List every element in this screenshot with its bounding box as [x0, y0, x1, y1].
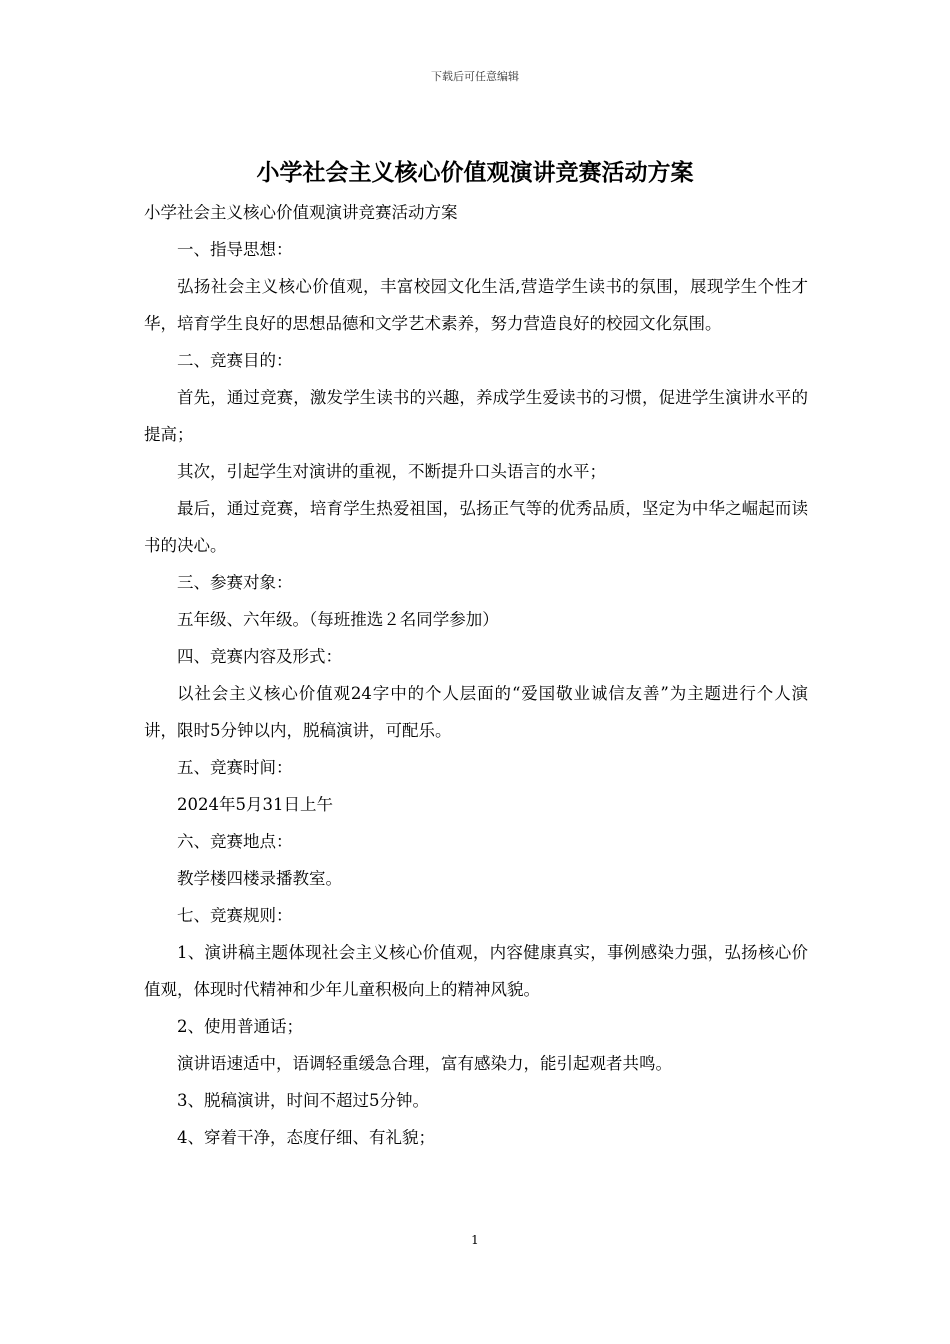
- paragraph-rule-2: 2、使用普通话；: [177, 1017, 303, 1036]
- paragraph-purpose-last: 最后，通过竞赛，培育学生热爱祖国，弘扬正气等的优秀品质，坚定为中华之崛起而读书的决心。: [144, 499, 808, 555]
- section-heading-content-format: 四、竞赛内容及形式：: [177, 647, 342, 666]
- page-number: 1: [471, 1233, 479, 1247]
- paragraph-rule-2-detail: 演讲语速适中，语调轻重缓急合理，富有感染力，能引起观者共鸣。: [177, 1054, 672, 1073]
- paragraph-participants: 五年级、六年级。（每班推选２名同学参加）: [177, 610, 499, 629]
- paragraph-content-format: 以社会主义核心价值观24字中的个人层面的“爱国敬业诚信友善”为主题进行个人演讲，限时5分钟以内，脱稿演讲，可配乐。: [144, 684, 808, 740]
- paragraph-purpose-second: 其次，引起学生对演讲的重视，不断提升口头语言的水平；: [177, 462, 606, 481]
- paragraph-guiding-ideology: 弘扬社会主义核心价值观，丰富校园文化生活,营造学生读书的氛围，展现学生个性才华，培育学生良好的思想品德和文学艺术素养，努力营造良好的校园文化氛围。: [144, 277, 808, 333]
- section-heading-purpose: 二、竞赛目的：: [177, 351, 293, 370]
- paragraph-rule-1: 1、演讲稿主题体现社会主义核心价值观，内容健康真实，事例感染力强，弘扬核心价值观，体现时代精神和少年儿童积极向上的精神风貌。: [144, 943, 808, 999]
- header-note: 下载后可任意编辑: [431, 70, 519, 83]
- section-heading-guiding-ideology: 一、指导思想：: [177, 240, 293, 259]
- section-heading-rules: 七、竞赛规则：: [177, 906, 293, 925]
- paragraph-rule-3: 3、脱稿演讲，时间不超过5分钟。: [177, 1091, 429, 1110]
- section-heading-location: 六、竞赛地点：: [177, 832, 293, 851]
- paragraph-purpose-first: 首先，通过竞赛，激发学生读书的兴趣，养成学生爱读书的习惯，促进学生演讲水平的提高；: [144, 388, 808, 444]
- document-body: [144, 194, 808, 1156]
- paragraph-location: 教学楼四楼录播教室。: [177, 869, 342, 888]
- paragraph-time: 2024年5月31日上午: [177, 795, 333, 814]
- section-heading-time: 五、竞赛时间：: [177, 758, 293, 777]
- section-heading-participants: 三、参赛对象：: [177, 573, 293, 592]
- document-title: 小学社会主义核心价值观演讲竞赛活动方案: [256, 159, 694, 186]
- paragraph-rule-4: 4、穿着干净，态度仔细、有礼貌；: [177, 1128, 435, 1147]
- document-subtitle: 小学社会主义核心价值观演讲竞赛活动方案: [144, 203, 458, 222]
